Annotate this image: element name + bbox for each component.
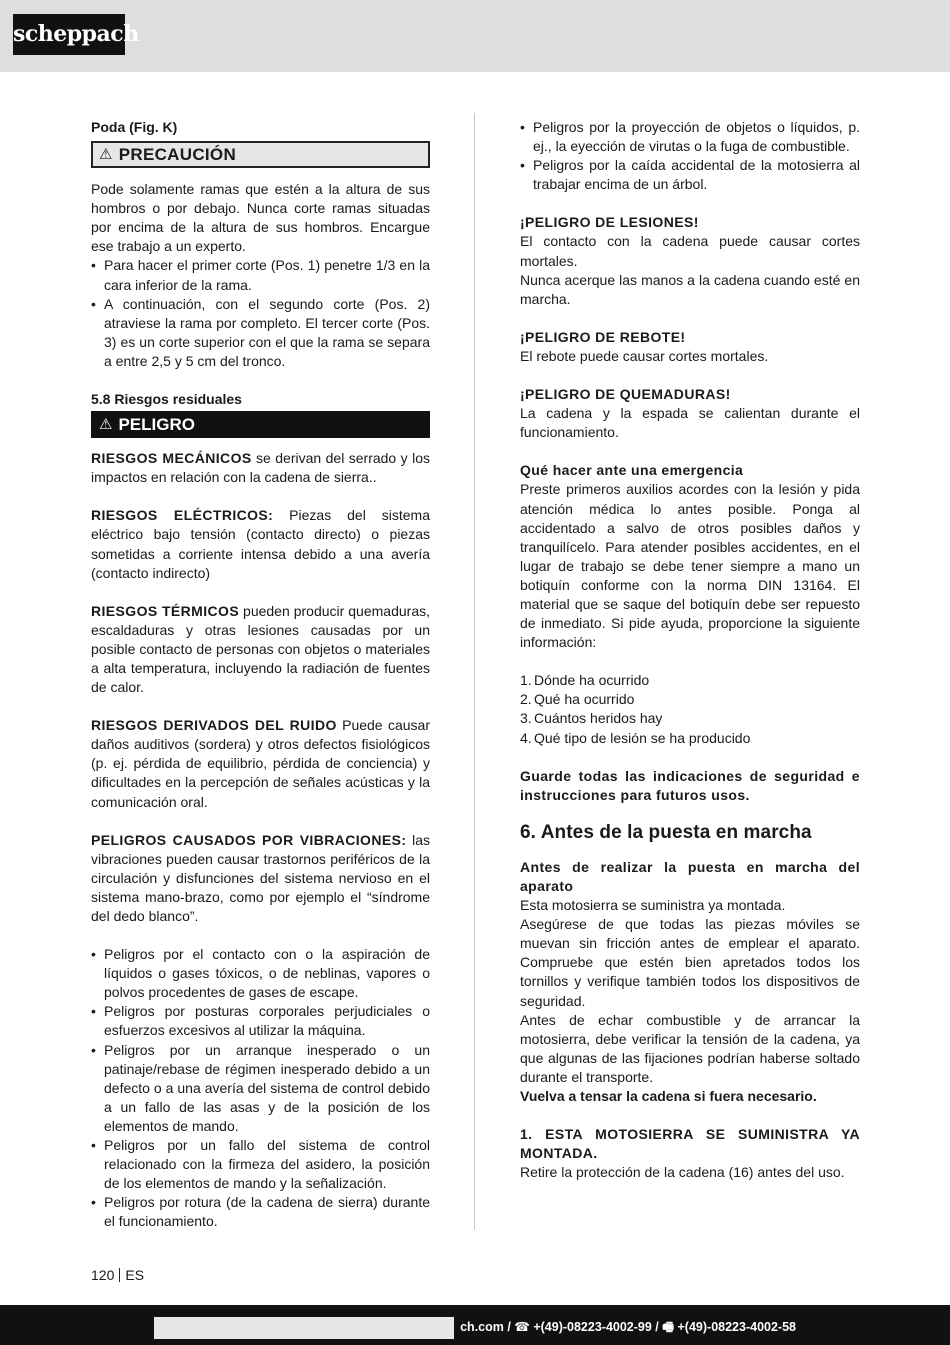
spacer: [91, 583, 430, 602]
spacer: [91, 926, 430, 945]
keep-instructions: Guarde todas las indicaciones de seguridad e instrucciones para futuros usos.: [520, 767, 860, 803]
list-number: 1.: [520, 672, 532, 689]
spacer: [91, 697, 430, 716]
spacer: [520, 442, 860, 461]
warning-triangle-icon: ⚠: [99, 416, 113, 434]
list-item: • Peligros por rotura (de la cadena de sierra) durante el funcionamiento.: [91, 1193, 430, 1231]
page-number: [91, 1267, 144, 1283]
injury-text: El contacto con la cadena puede causar cortes mortales.: [520, 233, 860, 269]
footer-band: [0, 1305, 950, 1345]
vibration-risks: [91, 831, 430, 926]
poda-heading: Poda (Fig. K): [91, 119, 178, 135]
spacer: [520, 194, 860, 213]
list-item: • Peligros por un arranque inesperado o un patinaje/rebase de régimen inesperado debido a un defecto o a una avería del sistema de control debido a un fallo de las asas y de la posición de los elementos de mando.: [91, 1041, 430, 1136]
kickback-text: El rebote puede causar cortes mortales.: [520, 347, 769, 364]
spacer: [91, 371, 430, 390]
list-text: Cuántos heridos hay: [534, 710, 663, 727]
hazard-bullets: [91, 945, 430, 1231]
emergency-heading: Qué hacer ante una emergencia: [520, 462, 744, 479]
list-text: Qué tipo de lesión se ha producido: [534, 729, 751, 746]
list-item: [520, 729, 860, 748]
list-text: Dónde ha ocurrido: [534, 672, 650, 689]
left-column: [91, 118, 430, 1232]
risk-text: Piezas del sistema eléctrico bajo tensión (contacto directo) o piezas sometidas a corriente intensa debido a una avería (contacto indirecto): [91, 507, 430, 581]
list-item: • Peligros por la caída accidental de la motosierra al trabajar encima de un árbol.: [520, 156, 860, 194]
list-item: [520, 671, 860, 690]
risk-text: pueden producir quemaduras, escaldaduras y otras lesiones causadas por un posible contacto de personas con objetos o materiales a alta temperatura, incluyendo la radiación de fuentes de calor.: [91, 602, 430, 696]
noise-risks: [91, 716, 430, 811]
injury-text: Nunca acerque las manos a la cadena cuando esté en marcha.: [520, 271, 860, 307]
caution-label: PRECAUCIÓN: [118, 145, 237, 165]
thermal-risks: [91, 602, 430, 697]
spacer: [91, 812, 430, 831]
list-item: • Peligros por la proyección de objetos o líquidos, p. ej., la eyección de virutas o la fuga de combustible.: [520, 118, 860, 156]
column-divider: [474, 113, 475, 1230]
before-start-heading: Antes de realizar la puesta en marcha del aparato: [520, 858, 860, 894]
right-column: [520, 118, 860, 1182]
danger-label: PELIGRO: [118, 415, 195, 435]
kickback-heading: ¡PELIGRO DE REBOTE!: [520, 328, 686, 345]
list-number: 2.: [520, 691, 532, 708]
mechanical-risks: [91, 449, 430, 487]
list-item: • A continuación, con el segundo corte (Pos. 2) atraviese la rama por completo. El tercer corte (Pos. 3) es un corte superior con el que la rama se separa a entre 2,5 y 5 cm del tronco.: [91, 295, 430, 371]
risk-text: las vibraciones pueden causar trastornos periféricos de la circulación y disfunciones del sistema nervioso en el sistema mano-brazo, como por ejemplo el “síndrome del dedo blanco”.: [91, 831, 431, 924]
section-title: 6. Antes de la puesta en marcha: [520, 821, 812, 843]
list-number: 4.: [520, 729, 532, 746]
footer-obscured-area: [154, 1317, 454, 1339]
residual-heading: 5.8 Riesgos residuales: [91, 391, 242, 408]
list-item: • Para hacer el primer corte (Pos. 1) penetre 1/3 en la cara inferior de la rama.: [91, 256, 430, 294]
list-item: • Peligros por posturas corporales perjudiciales o esfuerzos excesivos al utilizar la máquina.: [91, 1002, 430, 1040]
spacer: [520, 1106, 860, 1125]
brand-logo: scheppach: [13, 14, 125, 55]
risk-term: RIESGOS MECÁNICOS: [91, 450, 252, 467]
risk-term: RIESGOS DERIVADOS DEL RUIDO: [91, 717, 337, 734]
language-code: ES: [125, 1267, 145, 1283]
list-text: Qué ha ocurrido: [534, 691, 635, 708]
list-item: [520, 709, 860, 728]
step1-text: Retire la protección de la cadena (16) antes del uso.: [520, 1164, 845, 1181]
poda-text: Pode solamente ramas que estén a la altura de sus hombros o por debajo. Nunca corte ramas situadas por encima de la altura de sus hombros. Encargue ese trabajo a un experto.: [91, 181, 430, 255]
list-item: [520, 690, 860, 709]
retension-note: Vuelva a tensar la cadena si fuera necesario.: [520, 1088, 817, 1105]
burn-text: La cadena y la espada se calientan durante el funcionamiento.: [520, 405, 860, 441]
header-band: [0, 0, 950, 72]
danger-box: [91, 411, 430, 438]
caution-box: [91, 141, 430, 168]
spacer: [520, 748, 860, 767]
before-start-text: Asegúrese de que todas las piezas móviles se muevan sin fricción antes de emplear el aparato. Compruebe que estén bien apretados todos los tornillos y verifique también todos los dispositivos de seguridad.: [520, 916, 860, 1009]
risk-term: RIESGOS ELÉCTRICOS:: [91, 507, 274, 524]
risk-term: PELIGROS CAUSADOS POR VIBRACIONES:: [91, 831, 407, 848]
before-start-text: Esta motosierra se suministra ya montada.: [520, 897, 786, 914]
injury-heading: ¡PELIGRO DE LESIONES!: [520, 214, 699, 231]
emergency-list: [520, 671, 860, 747]
risk-text: se derivan del serrado y los impactos en relación con la cadena de sierra..: [91, 450, 430, 486]
step1-heading: 1. ESTA MOTOSIERRA SE SUMINISTRA YA MONTADA.: [520, 1126, 860, 1162]
spacer: [91, 487, 430, 506]
page-separator: [119, 1268, 120, 1282]
spacer: [520, 309, 860, 328]
poda-bullets: [91, 256, 430, 371]
list-item: • Peligros por un fallo del sistema de control relacionado con la firmeza del asidero, la posición de los elementos de mando y la señalización.: [91, 1136, 430, 1193]
list-item: • Peligros por el contacto con o la aspiración de líquidos o gases tóxicos, o de neblinas, vapores o polvos procedentes de gases de escape.: [91, 945, 430, 1002]
spacer: [520, 366, 860, 385]
burn-heading: ¡PELIGRO DE QUEMADURAS!: [520, 386, 731, 403]
risk-term: RIESGOS TÉRMICOS: [91, 602, 240, 619]
before-start-text: Antes de echar combustible y de arrancar la motosierra, debe verificar la tensión de la cadena, ya que algunas de las fijaciones podrían haberse soltado durante el transporte.: [520, 1011, 860, 1085]
spacer: [520, 652, 860, 671]
electrical-risks: [91, 506, 430, 582]
page-number-value: 120: [91, 1267, 115, 1283]
top-bullets: [520, 118, 860, 194]
footer-contact: ch.com / ☎ +(49)-08223-4002-99 / 🖷 +(49)-08223-4002-58: [460, 1320, 796, 1334]
warning-triangle-icon: ⚠: [99, 146, 113, 164]
list-number: 3.: [520, 710, 532, 727]
risk-text: Puede causar daños auditivos (sordera) y otros defectos fisiológicos (p. ej. pérdida de equilibrio, pérdida de conciencia) y dificultades en la percepción de señales acústicas y la comunicación oral.: [91, 717, 430, 810]
emergency-text: Preste primeros auxilios acordes con la lesión y pida atención médica lo antes posible. Ponga al accidentado a salvo de otros posibles daños y tranquilícelo. Para atender posibles accidentes, en el lugar de trabajo se debe tener siempre a mano un botiquín conforme con la norma DIN 13164. El material que se saque del botiquín debe ser repuesto de inmediato. Si pide ayuda, proporcione la siguiente información:: [520, 481, 860, 651]
